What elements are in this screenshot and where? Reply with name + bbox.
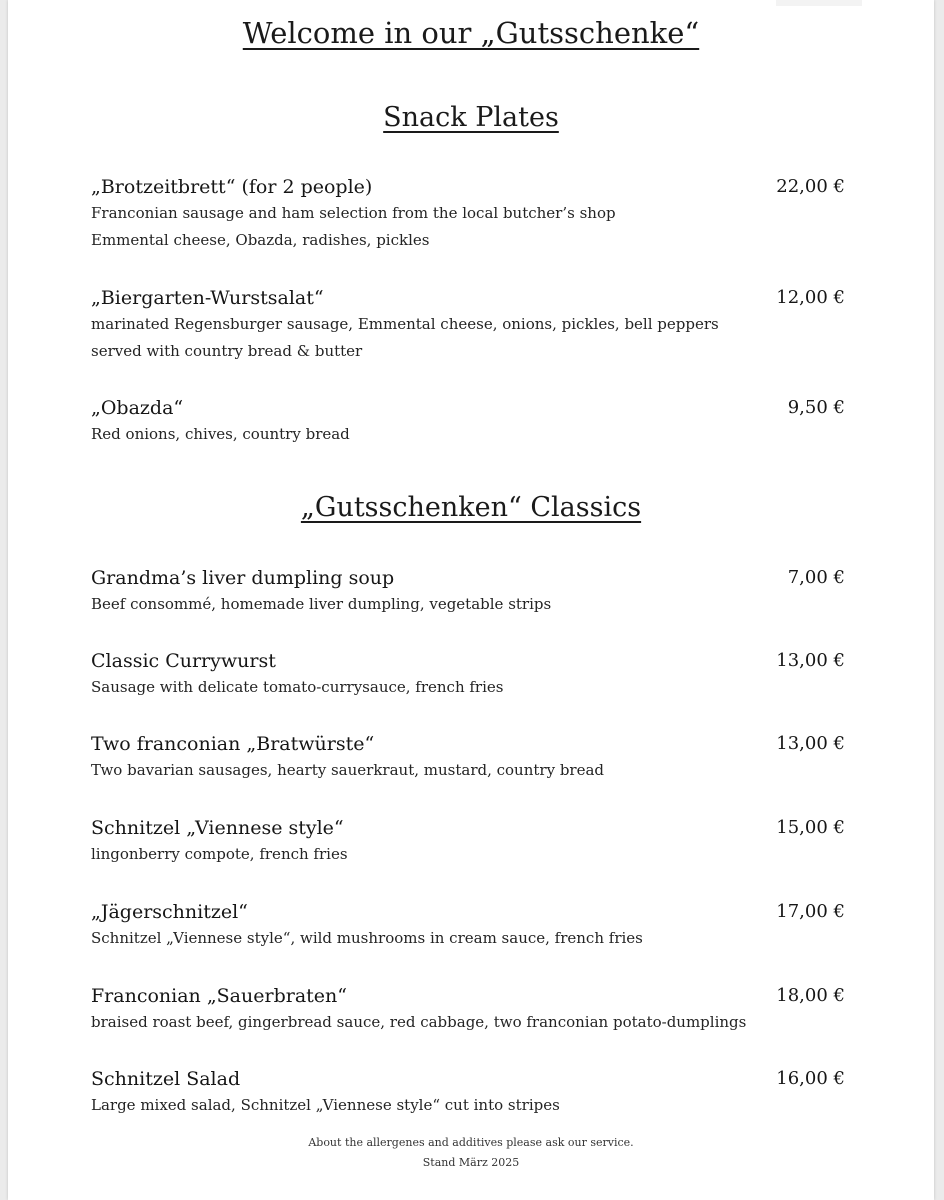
section-heading-snack-plates: Snack Plates	[383, 102, 559, 133]
item-description: lingonberry compote, french fries	[91, 845, 348, 863]
menu-item	[91, 815, 845, 868]
menu-item	[91, 1066, 845, 1119]
item-price: 13,00 €	[776, 650, 845, 671]
item-description: served with country bread & butter	[91, 342, 363, 360]
version-stamp: Stand März 2025	[422, 1156, 520, 1169]
menu-page	[8, 0, 934, 1200]
item-price: 18,00 €	[776, 985, 845, 1006]
item-description: Two bavarian sausages, hearty sauerkraut, mustard, country bread	[91, 761, 605, 779]
item-name: Schnitzel Salad	[91, 1068, 241, 1090]
menu-item	[91, 983, 845, 1036]
menu-item	[91, 285, 845, 365]
item-name: „Jägerschnitzel“	[91, 901, 248, 923]
item-description: Franconian sausage and ham selection from the local butcher’s shop	[91, 204, 616, 222]
item-price: 7,00 €	[787, 567, 845, 588]
item-price: 9,50 €	[787, 397, 845, 418]
menu-item	[91, 395, 845, 448]
item-price: 12,00 €	[776, 287, 845, 308]
item-name: „Obazda“	[91, 397, 184, 419]
section-heading-classics: „Gutsschenken“ Classics	[300, 492, 642, 523]
item-description: Sausage with delicate tomato-currysauce, french fries	[91, 678, 504, 696]
item-name: Classic Currywurst	[91, 650, 276, 672]
menu-item	[91, 648, 845, 701]
item-description: Schnitzel „Viennese style“, wild mushrooms in cream sauce, french fries	[91, 929, 643, 947]
item-price: 13,00 €	[776, 733, 845, 754]
item-name: Two franconian „Bratwürste“	[91, 733, 375, 755]
item-description: Red onions, chives, country bread	[91, 425, 350, 443]
item-description: Beef consommé, homemade liver dumpling, vegetable strips	[91, 595, 552, 613]
scan-artifact	[776, 0, 862, 6]
item-name: „Biergarten-Wurstsalat“	[91, 287, 324, 309]
item-description: braised roast beef, gingerbread sauce, red cabbage, two franconian potato-dumplings	[91, 1013, 747, 1031]
item-description: Emmental cheese, Obazda, radishes, pickles	[91, 231, 430, 249]
page-title: Welcome in our „Gutsschenke“	[242, 16, 700, 50]
item-description: Large mixed salad, Schnitzel „Viennese style“ cut into stripes	[91, 1096, 560, 1114]
item-name: Franconian „Sauerbraten“	[91, 985, 347, 1007]
allergen-note: About the allergenes and additives please ask our service.	[308, 1136, 634, 1149]
menu-item	[91, 899, 845, 952]
item-price: 16,00 €	[776, 1068, 845, 1089]
menu-item	[91, 565, 845, 618]
item-description: marinated Regensburger sausage, Emmental cheese, onions, pickles, bell peppers	[91, 315, 719, 333]
item-price: 15,00 €	[776, 817, 845, 838]
menu-item	[91, 731, 845, 784]
item-price: 17,00 €	[776, 901, 845, 922]
menu-item	[91, 174, 845, 254]
item-price: 22,00 €	[776, 176, 845, 197]
item-name: „Brotzeitbrett“ (for 2 people)	[91, 176, 373, 198]
item-name: Schnitzel „Viennese style“	[91, 817, 344, 839]
item-name: Grandma’s liver dumpling soup	[91, 567, 395, 589]
